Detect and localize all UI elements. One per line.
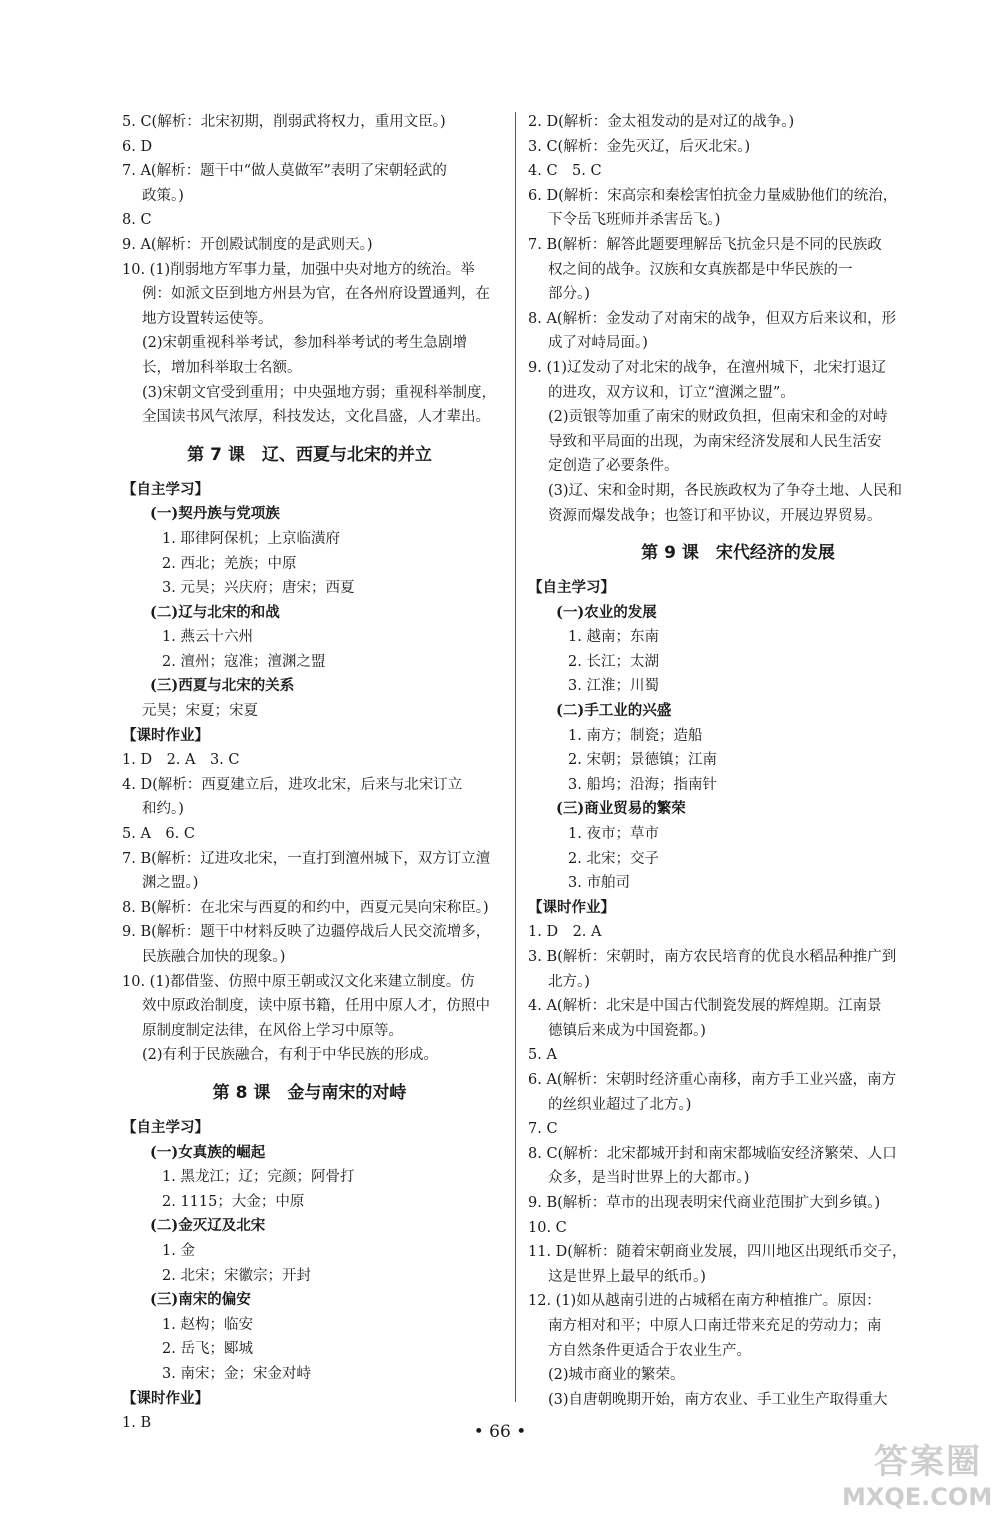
list-item: 2. 宋朝；景德镇；江南: [568, 752, 717, 769]
list-item: 1. 金: [162, 1242, 195, 1259]
answer-continuation: (3)自唐朝晚期开始，南方农业、手工业生产取得重大: [548, 1391, 888, 1408]
section-heading: 【自主学习】: [122, 480, 209, 498]
list-item: 2. 北宋；宋徽宗；开封: [162, 1267, 311, 1284]
answer-continuation: 全国读书风气浓厚，科技发达，文化昌盛，人才辈出。: [142, 409, 490, 426]
answer-line: 7. A(解析：题干中“做人莫做军”表明了宋朝轻武的: [122, 163, 447, 180]
watermark-logo: [842, 1441, 993, 1519]
list-item: 1. 耶律阿保机；上京临潢府: [162, 530, 340, 547]
answer-line: 1. B: [122, 1415, 152, 1432]
answer-line: 5. C(解析：北宋初期，削弱武将权力，重用文臣。): [122, 114, 446, 130]
section-subheading: (二)金灭辽及北宋: [150, 1217, 266, 1235]
answer-continuation: (2)贡银等加重了南宋的财政负担，但南宋和金的对峙: [548, 409, 888, 426]
list-item: 2. 长江；太湖: [568, 653, 659, 670]
answer-continuation: 北方。): [548, 973, 590, 990]
list-item: 2. 北宋；交子: [568, 850, 659, 867]
answer-continuation: 渊之盟。): [142, 875, 199, 892]
answer-line: 9. B(解析：题干中材料反映了边疆停战后人民交流增多，: [122, 924, 491, 941]
answer-line: 10. C: [528, 1219, 567, 1236]
answer-continuation: 导致和平局面的出现，为南宋经济发展和人民生活安: [548, 433, 882, 450]
section-subheading: (一)女真族的崛起: [150, 1143, 266, 1161]
column-divider: [515, 112, 516, 1402]
list-item: 1. 越南；东南: [568, 629, 659, 646]
answer-line: 4. A(解析：北宋是中国古代制瓷发展的辉煌期。江南景: [528, 998, 882, 1015]
section-subheading: (一)契丹族与党项族: [150, 505, 280, 523]
list-item: 2. 西北；羌族；中原: [162, 555, 297, 572]
answer-continuation: 民族融合加快的现象。): [142, 949, 286, 965]
list-item: 2. 澶州；寇准；澶渊之盟: [162, 653, 326, 670]
answer-line: 5. A: [528, 1047, 557, 1064]
list-item: 3. 船坞；沿海；指南针: [568, 776, 717, 793]
answer-line: 7. B(解析：解答此题要理解岳飞抗金只是不同的民族政: [528, 236, 882, 253]
page-number: • 66 •: [473, 1422, 527, 1442]
answer-continuation: 定创造了必要条件。: [548, 458, 679, 475]
answer-line: 8. C(解析：北宋都城开封和南宋都城临安经济繁荣、人口: [528, 1145, 897, 1162]
answer-line: 3. B(解析：宋朝时，南方农民培育的优良水稻品种推广到: [528, 949, 897, 965]
list-item: 1. 南方；制瓷；造船: [568, 727, 703, 744]
answer-line: 3. C(解析：金先灭辽，后灭北宋。): [528, 138, 751, 155]
answer-continuation: 例：如派文臣到地方州县为官，在各州府设置通判，在: [142, 286, 490, 303]
answer-line: 10. (1)都借鉴、仿照中原王朝或汉文化来建立制度。仿: [122, 973, 475, 990]
answer-continuation: 众多，是当时世界上的大都市。): [548, 1170, 750, 1187]
answer-line: 11. D(解析：随着宋朝商业发展，四川地区出现纸币交子，: [528, 1244, 907, 1261]
answer-continuation: 南方相对和平；中原人口南迁带来充足的劳动力；南: [548, 1317, 882, 1334]
answer-line: 10. (1)削弱地方军事力量，加强中央对地方的统治。举: [122, 261, 475, 278]
answer-continuation: 部分。): [548, 286, 590, 303]
list-item: 3. 元昊；兴庆府；唐宋；西夏: [162, 580, 355, 597]
list-item: 1. 赵构；临安: [162, 1316, 253, 1333]
section-heading: 【课时作业】: [122, 1389, 209, 1407]
answer-line: 8. A(解析：金发动了对南宋的战争，但双方后来议和，形: [528, 310, 897, 327]
watermark-top: 答案圈: [874, 1442, 982, 1482]
answer-continuation: 资源而爆发战争；也签订和平协议，开展边界贸易。: [548, 507, 882, 524]
answer-line: 8. B(解析：在北宋与西夏的和约中，西夏元昊向宋称臣。): [122, 899, 489, 916]
answer-continuation: (3)辽、宋和金时期，各民族政权为了争夺土地、人民和: [548, 482, 903, 499]
list-item: 1. 黑龙江；辽；完颜；阿骨打: [162, 1169, 355, 1186]
answer-continuation: (3)宋朝文官受到重用；中央强地方弱；重视科举制度，: [142, 384, 497, 401]
answer-line: 6. D(解析：宋高宗和秦桧害怕抗金力量威胁他们的统治，: [528, 187, 898, 204]
answer-line: 4. D(解析：西夏建立后，进攻北宋，后来与北宋订立: [122, 776, 463, 793]
answer-line: 1. D 2. A 3. C: [122, 752, 240, 769]
list-item: 元昊；宋夏；宋夏: [142, 703, 258, 720]
answer-line: 7. B(解析：辽进攻北宋，一直打到澶州城下，双方订立澶: [122, 850, 491, 867]
answer-continuation: 权之间的战争。汉族和女真族都是中华民族的一: [548, 261, 853, 278]
answer-line: 6. D: [122, 138, 153, 155]
answer-continuation: 长，增加科举取士名额。: [142, 359, 302, 376]
answer-line: 7. C: [528, 1121, 558, 1138]
list-item: 3. 市舶司: [568, 875, 630, 892]
left-column: [122, 110, 497, 1436]
answer-continuation: 方自然条件更适合于农业生产。: [548, 1342, 751, 1359]
answer-continuation: 德镇后来成为中国瓷都。): [548, 1022, 706, 1039]
watermark-bottom: MXQE.COM: [842, 1483, 993, 1511]
section-heading: 【课时作业】: [122, 726, 209, 744]
section-heading: 【自主学习】: [122, 1118, 209, 1136]
section-subheading: (三)西夏与北宋的关系: [150, 677, 295, 695]
answer-line: 4. C 5. C: [528, 163, 602, 180]
section-subheading: (二)辽与北宋的和战: [150, 603, 280, 621]
answer-line: 8. C: [122, 212, 152, 229]
section-heading: 【课时作业】: [528, 898, 615, 916]
list-item: 3. 南宋；金；宋金对峙: [162, 1365, 311, 1382]
answer-continuation: 和约。): [142, 801, 184, 818]
list-item: 2. 岳飞；郾城: [162, 1341, 253, 1358]
answer-continuation: 下令岳飞班师并杀害岳飞。): [548, 212, 721, 229]
answer-line: 6. A(解析：宋朝时经济重心南移，南方手工业兴盛，南方: [528, 1071, 897, 1088]
list-item: 1. 夜市；草市: [568, 826, 659, 843]
lesson-title: 第 9 课 宋代经济的发展: [641, 543, 835, 564]
answer-continuation: (2)城市商业的繁荣。: [548, 1367, 685, 1384]
list-item: 3. 江淮；川蜀: [568, 678, 659, 695]
answer-continuation: 这是世界上最早的纸币。): [548, 1268, 706, 1285]
answer-continuation: 效中原政治制度，读中原书籍，任用中原人才，仿照中: [142, 998, 490, 1015]
section-subheading: (三)商业贸易的繁荣: [556, 800, 686, 818]
answer-continuation: 的进攻，双方议和，订立“澶渊之盟”。: [548, 384, 795, 401]
right-column: [528, 110, 948, 1412]
answer-line: 9. B(解析：草市的出现表明宋代商业范围扩大到乡镇。): [528, 1194, 881, 1211]
answer-line: 12. (1)如从越南引进的占城稻在南方种植推广。原因：: [528, 1293, 881, 1310]
section-subheading: (二)手工业的兴盛: [556, 702, 672, 720]
answer-continuation: 地方设置转运使等。: [142, 310, 273, 327]
answer-line: 2. D(解析：金太祖发动的是对辽的战争。): [528, 114, 795, 130]
answer-line: 5. A 6. C: [122, 826, 195, 843]
answer-continuation: 成了对峙局面。): [548, 335, 648, 352]
answer-continuation: 原制度制定法律，在风俗上学习中原等。: [142, 1022, 403, 1039]
answer-continuation: (2)宋朝重视科举考试，参加科举考试的考生急剧增: [142, 335, 468, 352]
answer-continuation: 政策。): [142, 187, 184, 204]
answer-line: 9. A(解析：开创殿试制度的是武则天。): [122, 236, 373, 253]
answer-continuation: (2)有利于民族融合，有利于中华民族的形成。: [142, 1047, 439, 1064]
answer-line: 1. D 2. A: [528, 924, 602, 941]
list-item: 1. 燕云十六州: [162, 629, 253, 646]
answer-continuation: 的丝织业超过了北方。): [548, 1096, 692, 1113]
answer-line: 9. (1)辽发动了对北宋的战争，在澶州城下，北宋打退辽: [528, 359, 886, 376]
lesson-title: 第 8 课 金与南宋的对峙: [212, 1082, 407, 1103]
list-item: 2. 1115；大金；中原: [162, 1193, 305, 1210]
section-heading: 【自主学习】: [528, 579, 615, 597]
section-subheading: (三)南宋的偏安: [150, 1291, 251, 1309]
section-subheading: (一)农业的发展: [556, 603, 657, 621]
lesson-title: 第 7 课 辽、西夏与北宋的并立: [187, 444, 432, 465]
